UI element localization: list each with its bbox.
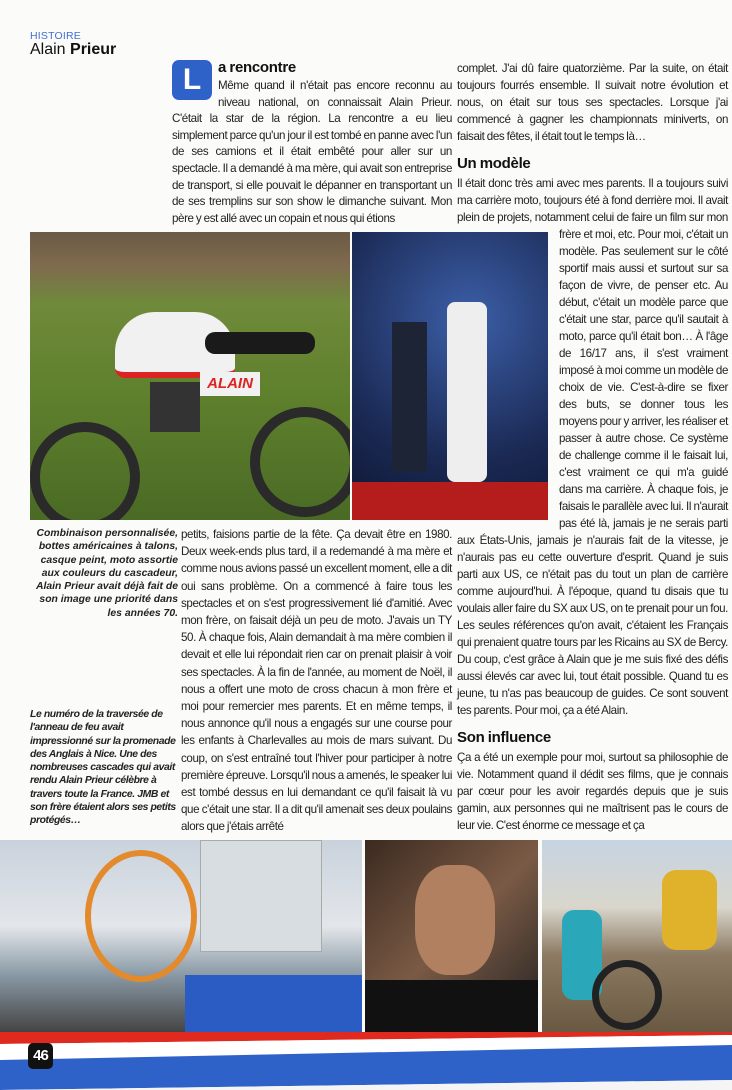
rider-child xyxy=(662,870,717,950)
section-rubric: HISTOIRE xyxy=(30,30,81,42)
wheel-rear xyxy=(250,407,350,517)
paragraph-intro: Même quand il n'était pas encore reconnu au niveau national, on connaissait Alain Prieur. C'était la star de la région. La rencontre a eu lieu simplement parce qu'un jour il est tombé en panne avec l'un de ses camions et il était embêté pour aller sur un spectacle. Il a demandé à ma mère, qui avait son entreprise de transport, si elle pouvait le dépanner en transportant un de ses tremplins sur son show le dimanche suivant. Mon père y est allé avec un copain et nous qui étions xyxy=(172,79,452,225)
photo-podium xyxy=(352,232,548,520)
podium-banner xyxy=(352,482,548,520)
building xyxy=(200,840,322,952)
heading-un-modele: Un modèle xyxy=(457,155,531,172)
jacket xyxy=(365,980,538,1032)
paragraph-continued: petits, faisions partie de la fête. Ça devait être en 1980. Deux week-ends plus tard, il a redemandé à ma mère et comme nous avions passé un excellent moment, elle a dit oui sans problème. On a commencé à faire tous les spectacles et on s'est progressivement lié d'amitié. Avec mon frère, on faisait déjà un peu de moto. J'avais un TY 50. À chaque fois, Alain demandait à ma mère combien il devait et elle lui répondait rien car on prenait plaisir à voir ses spectacles. À la fin de l'année, au moment de Noël, il nous a offert une moto de cross chacun à mon frère et moi pour remercier mes parents. Et en même temps, il nous annonce qu'il nous a engagés sur une course pour les enfants à Charlevalles au mois de mars suivant. Du coup, on s'est entraîné tout l'hiver pour participer à notre première épreuve. Lorsqu'il nous a amenés, le speaker lui est tombé dessus en lui demandant ce qu'il faisait là vu que c'était une star. Il a dit qu'il amenait ses deux poulains alors que j'étais arrêté xyxy=(181,528,452,834)
bike-wheel xyxy=(592,960,662,1030)
photo-ring-of-fire xyxy=(0,840,362,1032)
intro-block xyxy=(172,58,452,227)
face xyxy=(415,865,495,975)
photo-motorcycle xyxy=(30,232,350,520)
bike-lettering: ALAIN xyxy=(200,372,260,396)
wheel-front xyxy=(30,422,140,520)
caption-photo-bottom: Le numéro de la traversée de l'anneau de feu avait impressionné sur la promenade des Anglais à Nice. Une des nombreuses cascades qui avait rendu Alain Prieur célèbre à travers toute la France. JMB et son frère étaient alors ses petits protégés… xyxy=(30,709,176,827)
paragraph-1: complet. J'ai dû faire quatorzième. Par la suite, on était toujours fourrés ensemble. Il suivait notre évolution et nous, on était sur tous ses spectacles. Lorsque j'ai commencé à gagner les championnats miniverts, on faisait des fêtes, il était tout le temps là… xyxy=(457,62,728,143)
title-first: Alain xyxy=(30,41,66,58)
title-last: Prieur xyxy=(70,41,117,58)
blue-barrier xyxy=(185,975,362,1032)
paragraph-2: Il était donc très ami avec mes parents. Il a toujours suivi ma carrière moto, toujours été à fond derrière moi. Il avait plein de projets, notamment celui de faire un film sur mon frère et moi, etc. Pour moi, c'était un modèle. Pas seulement sur le côté sportif mais aussi et surtout sur sa façon de vivre, de penser etc. Au début, c'était un modèle parce que c'était une star, parce qu'il sautait à moto, parce qu'il était bon… À l'âge de 16/17 ans, il s'est vraiment imposé à moi comme un modèle de choix de vie. C'est-à-dire se fixer des buts, se donner tous les moyens pour y arriver, les réaliser et passer à autre chose. Ce système de challenge comme il le faisait lui, c'est vraiment ce qui m'a guidé dans ma carrière. À chaque fois, je faisais le parallèle avec lui. Il n'aurait pas été là, jamais je ne serais parti aux États-Unis, jamais je n'aurais fait de la vitesse, je n'aurais pas eu cette ouverture d'esprit. Quand je suis parti aux US, ce n'était pas du tout un plan de carrière comme aujourd'hui. À l'époque, quand tu disais que tu voulais aller faire du SX aux US, on te prenait pour un fou. Les seules références qu'on avait, c'étaient les Français qui prenaient quatre tours par les Ricains au SX de Bercy. Du coup, c'est grâce à Alain que je me suis fixé des défis aussi élevés car avec lui, tout était possible. Quand tu es jeune, tu n'as pas beaucoup de guides. Ce sont souvent tes parents. Pour moi, ça a été Alain. xyxy=(457,177,728,717)
photo-kids-motocross xyxy=(542,840,732,1032)
photo-interview xyxy=(365,840,538,1032)
rider-suit xyxy=(447,302,487,482)
fire-ring xyxy=(85,850,197,982)
page-number: 46 xyxy=(28,1043,53,1069)
bike-seat xyxy=(205,332,315,354)
paragraph-3: Ça a été un exemple pour moi, surtout sa philosophie de vie. Notamment quand il dédit ses films, que je connais par cœur pour les avoir regardés depuis que je suis gamin, aux personnes qui ne maîtrisent pas le cours de leur vie. C'est énorme ce message et ça xyxy=(457,751,728,832)
page-title xyxy=(30,41,116,59)
heading-rencontre: a rencontre xyxy=(218,59,296,76)
man-suit xyxy=(392,322,427,472)
tricolor-footer-band xyxy=(0,1032,732,1090)
heading-son-influence: Son influence xyxy=(457,729,551,746)
caption-photo-top: Combinaison personnalisée, bottes américaines à talons, casque peint, moto assortie aux couleurs du cascadeur, Alain Prieur avait déjà fait de son image une priorité dans les années 70. xyxy=(35,528,178,619)
drop-cap: L xyxy=(172,60,212,100)
bike-engine xyxy=(150,382,200,432)
